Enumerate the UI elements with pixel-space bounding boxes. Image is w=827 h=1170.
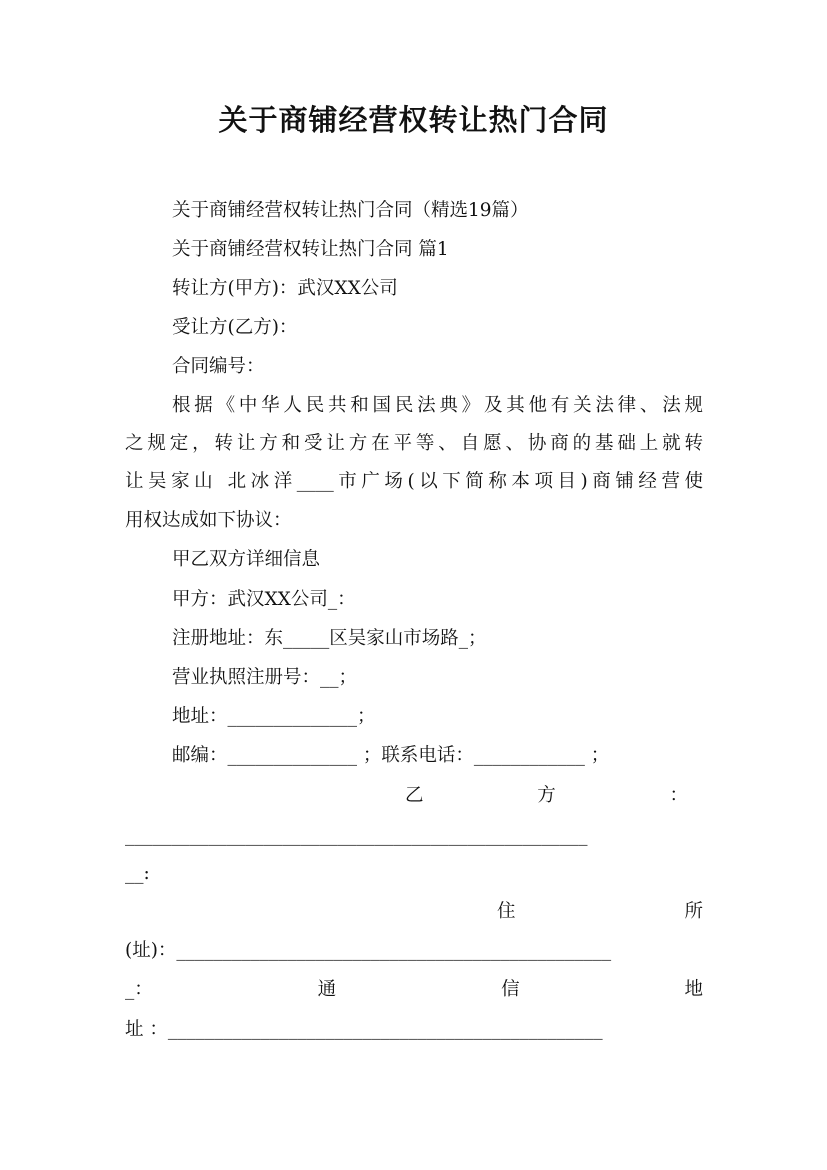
section-heading: 关于商铺经营权转让热门合同 篇1 (172, 239, 449, 260)
residence-char-1: 住 (497, 901, 516, 922)
mailing-address-label-row (125, 976, 703, 1004)
contract-number-line: 合同编号： (172, 356, 265, 377)
party-b-label-row (405, 782, 688, 810)
mailing-address-blank-line: 址 ：_______________________________________________ (125, 1019, 603, 1040)
address-line: 地址：______________； (172, 706, 376, 727)
residence-blank-line: (址)：_______________________________________________ (125, 940, 612, 961)
mailing-char-1: 通 (317, 979, 337, 1000)
paragraph-line-4: 用权达成如下协议： (125, 510, 292, 531)
parties-heading: 甲乙双方详细信息 (172, 549, 321, 570)
party-a-address: 注册地址：东_____区吴家山市场路_； (172, 628, 487, 649)
party-b-colon: ： (669, 785, 688, 806)
mailing-blank-end: _： (125, 979, 153, 1000)
transferor-line: 转让方(甲方)：武汉XX公司 (172, 278, 398, 299)
party-b-blank-line: __________________________________________________ (125, 825, 588, 846)
party-b-blank-end: __: (125, 863, 150, 884)
postcode-phone-line: 邮编：______________ ；联系电话：____________ ； (172, 745, 610, 766)
mailing-char-2: 信 (501, 979, 520, 1000)
paragraph-line-1: 根据《中华人民共和国民法典》及其他有关法律、法规 (172, 395, 703, 416)
residence-char-2: 所 (684, 901, 703, 922)
party-b-char-1: 乙 (405, 785, 424, 806)
paragraph-line-2: 之规定，转让方和受让方在平等、自愿、协商的基础上就转 (125, 433, 703, 454)
transferee-line: 受让方(乙方)： (172, 317, 298, 338)
residence-label-row (497, 898, 703, 926)
mailing-char-3: 地 (684, 979, 703, 1000)
party-b-char-2: 方 (537, 785, 556, 806)
subtitle-line: 关于商铺经营权转让热门合同（精选19篇） (172, 200, 529, 221)
paragraph-line-3: 让吴家山 北冰洋____市广场(以下简称本项目)商铺经营使 (125, 471, 703, 492)
document-title: 关于商铺经营权转让热门合同 (218, 103, 609, 137)
business-license-line: 营业执照注册号：__； (172, 667, 358, 688)
party-a-name: 甲方：武汉XX公司_： (172, 589, 356, 610)
